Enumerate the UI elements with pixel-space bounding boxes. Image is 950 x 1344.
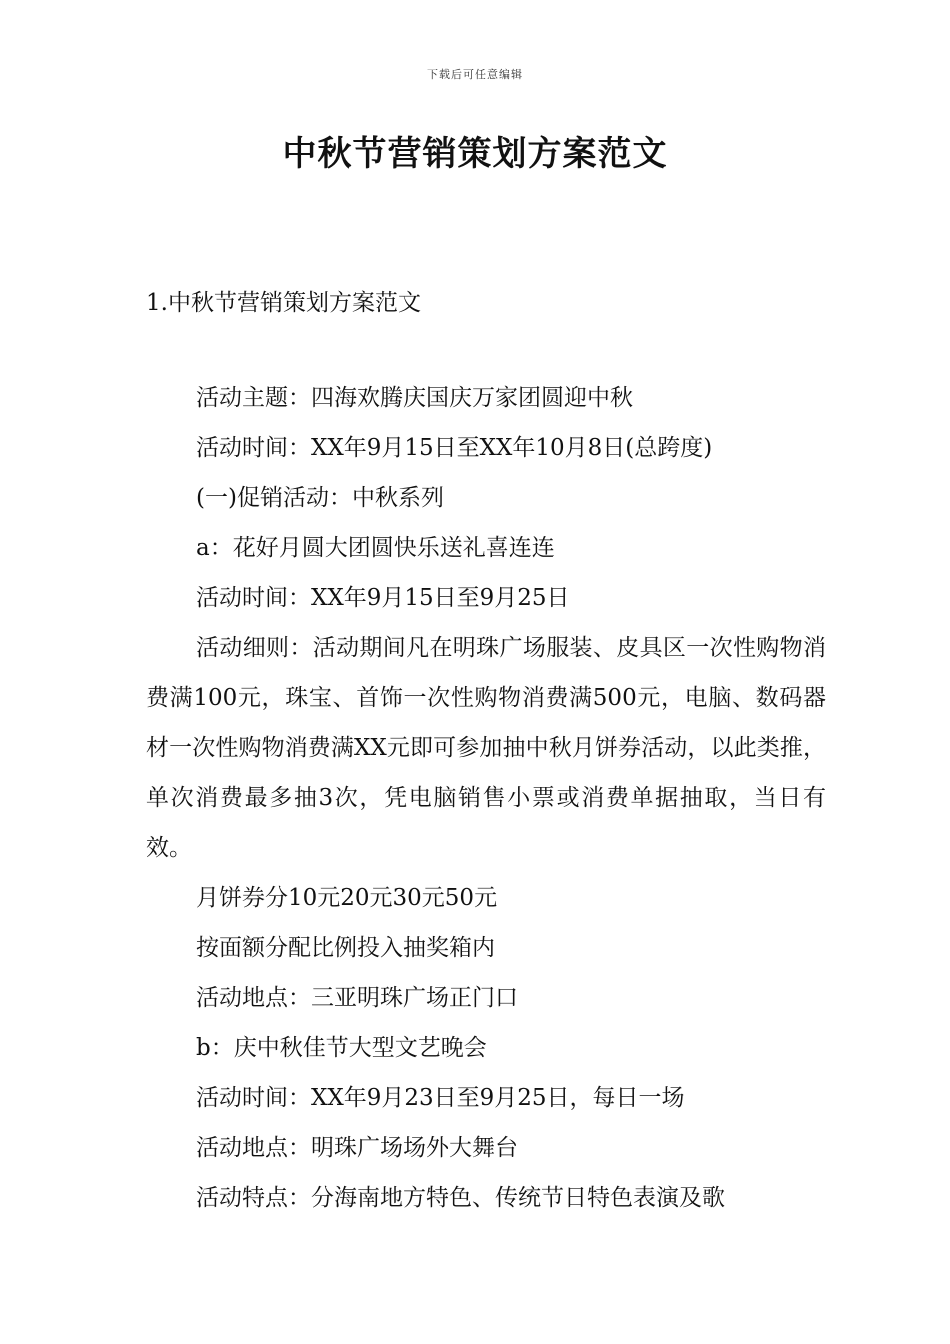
paragraph-promotion: (一)促销活动：中秋系列: [196, 485, 444, 511]
paragraph-coupon-allocation: 按面额分配比例投入抽奖箱内: [196, 935, 495, 961]
paragraph-item-b: b：庆中秋佳节大型文艺晚会: [196, 1035, 487, 1061]
paragraph-theme: 活动主题：四海欢腾庆国庆万家团圆迎中秋: [196, 385, 633, 411]
paragraph-coupon-values: 月饼券分10元20元30元50元: [196, 885, 498, 911]
paragraph-item-a-time: 活动时间：XX年9月15日至9月25日: [196, 585, 570, 611]
paragraph-item-a: a：花好月圆大团圆快乐送礼喜连连: [196, 535, 555, 561]
paragraph-item-b-features: 活动特点：分海南地方特色、传统节日特色表演及歌: [196, 1185, 725, 1211]
paragraph-item-b-location: 活动地点：明珠广场场外大舞台: [196, 1135, 518, 1161]
paragraph-item-b-time: 活动时间：XX年9月23日至9月25日，每日一场: [196, 1085, 685, 1111]
document-title: 中秋节营销策划方案范文: [282, 134, 668, 174]
section-heading: 1.中秋节营销策划方案范文: [146, 290, 421, 316]
paragraph-event-time: 活动时间：XX年9月15日至XX年10月8日(总跨度): [196, 435, 713, 461]
document-body: [146, 373, 826, 1223]
paragraph-item-a-rules: 活动细则：活动期间凡在明珠广场服装、皮具区一次性购物消费满100元，珠宝、首饰一次性购物消费满500元，电脑、数码器材一次性购物消费满XX元即可参加抽中秋月饼券活动，以此类推，单次消费最多抽3次，凭电脑销售小票或消费单据抽取，当日有效。: [146, 635, 826, 861]
header-note: 下载后可任意编辑: [427, 68, 523, 81]
paragraph-item-a-location: 活动地点：三亚明珠广场正门口: [196, 985, 518, 1011]
